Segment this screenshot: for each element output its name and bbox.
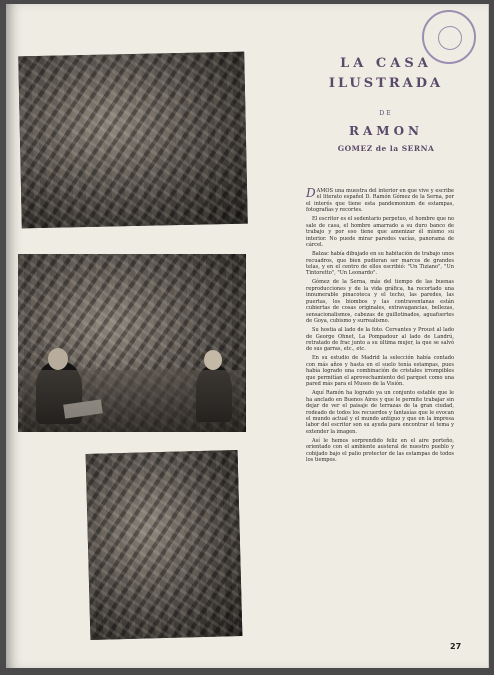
photo-study-room [18,254,246,432]
seated-woman-head [204,350,222,370]
title-line-1: LA CASA [340,56,432,71]
photo-ceiling-collage [18,52,248,229]
seated-man-head [48,348,68,370]
seated-woman-figure [196,366,232,422]
article-paragraph: Aquí Ramón ha logrado ya un conjunto estable que le ha anclado en Buenos Aires y que le permite trabajar sin dejar de ver el paisaje de terrazas de la gran ciudad, rodeado de todos los recuerdos y fantasías que le evocan el mundo actual y el mundo antiguo y que en la impresa labor del escritor son su ayuda para encontrar el tema y extender la imagen. [306,390,454,435]
magazine-page [6,4,489,668]
author-surname: GOMEZ de la SERNA [337,144,435,153]
title-de: DE [379,110,393,117]
title-line-2: ILUSTRADA [328,76,444,91]
article-paragraph: En su estudio de Madrid la selección había contado con más años y hasta en el suelo tenía estampas, pues había logrado una combinación de cristales irrompibles que permitían el aprovechamiento del parquet como una pared más para el Museo de la Visión. [306,355,454,388]
article-paragraph: DAMOS una muestra del interior en que vive y escribe el literato español D. Ramón Gómez de la Serna, por el interés que tiene esta pandemonium de estampas, fotografías y recortes. [306,186,454,214]
article-body [306,188,454,466]
seated-man-figure [36,362,82,424]
page-number: 27 [450,642,462,651]
article-paragraph: Balzac había dibujado en su habitación de trabajo unos recuadros, que bien pudieran ser marcos de grandes telas, y en el centro de ellos escribió: "Un Tiziano", "Un Tintoretto", "Un Leonardo". [306,251,454,277]
author-first-name: RAMON [349,124,423,138]
newspaper-figure [63,399,103,418]
article-paragraph: Así le hemos sorprendido feliz en el aire porteño, orientado con el ambiente austeral de nuestro pueblo y cobijado bajo el palio protector de las estampas de todos los tiempos. [306,437,454,464]
article-paragraph: Gómez de la Serna, más del tiempo de las buenas reproducciones y de la vida gráfica, ha recortado una innumerable pinacoteca y el techo, las paredes, las puertas, los biombos y las contraventanas están cubiertas de cosas originales, extravagancias, bellezas, sensacionalismos, cabezas de guillotinados, aguafuertes de Goya, cubismo y surrealismo. [306,279,454,325]
article-paragraph: El escritor es el sedentario perpetuo, el hombre que no sale de casa, el hombre amarrado a su duro banco de trabajo y por eso tiene que amenizar él mismo su interior. No puede mirar paredes vacías, panorama de cárcel. [306,216,454,249]
article-paragraph: Su hostia al lado de la foto. Cervantes y Proust al lado de George Ohnet, La Pompadour al lado de Landrú, retratado de frac junto a su última mujer, la que se salvó de sus garras, etc., etc. [306,327,454,353]
photo-wall-collage [86,450,243,640]
drop-cap: D [306,186,316,200]
